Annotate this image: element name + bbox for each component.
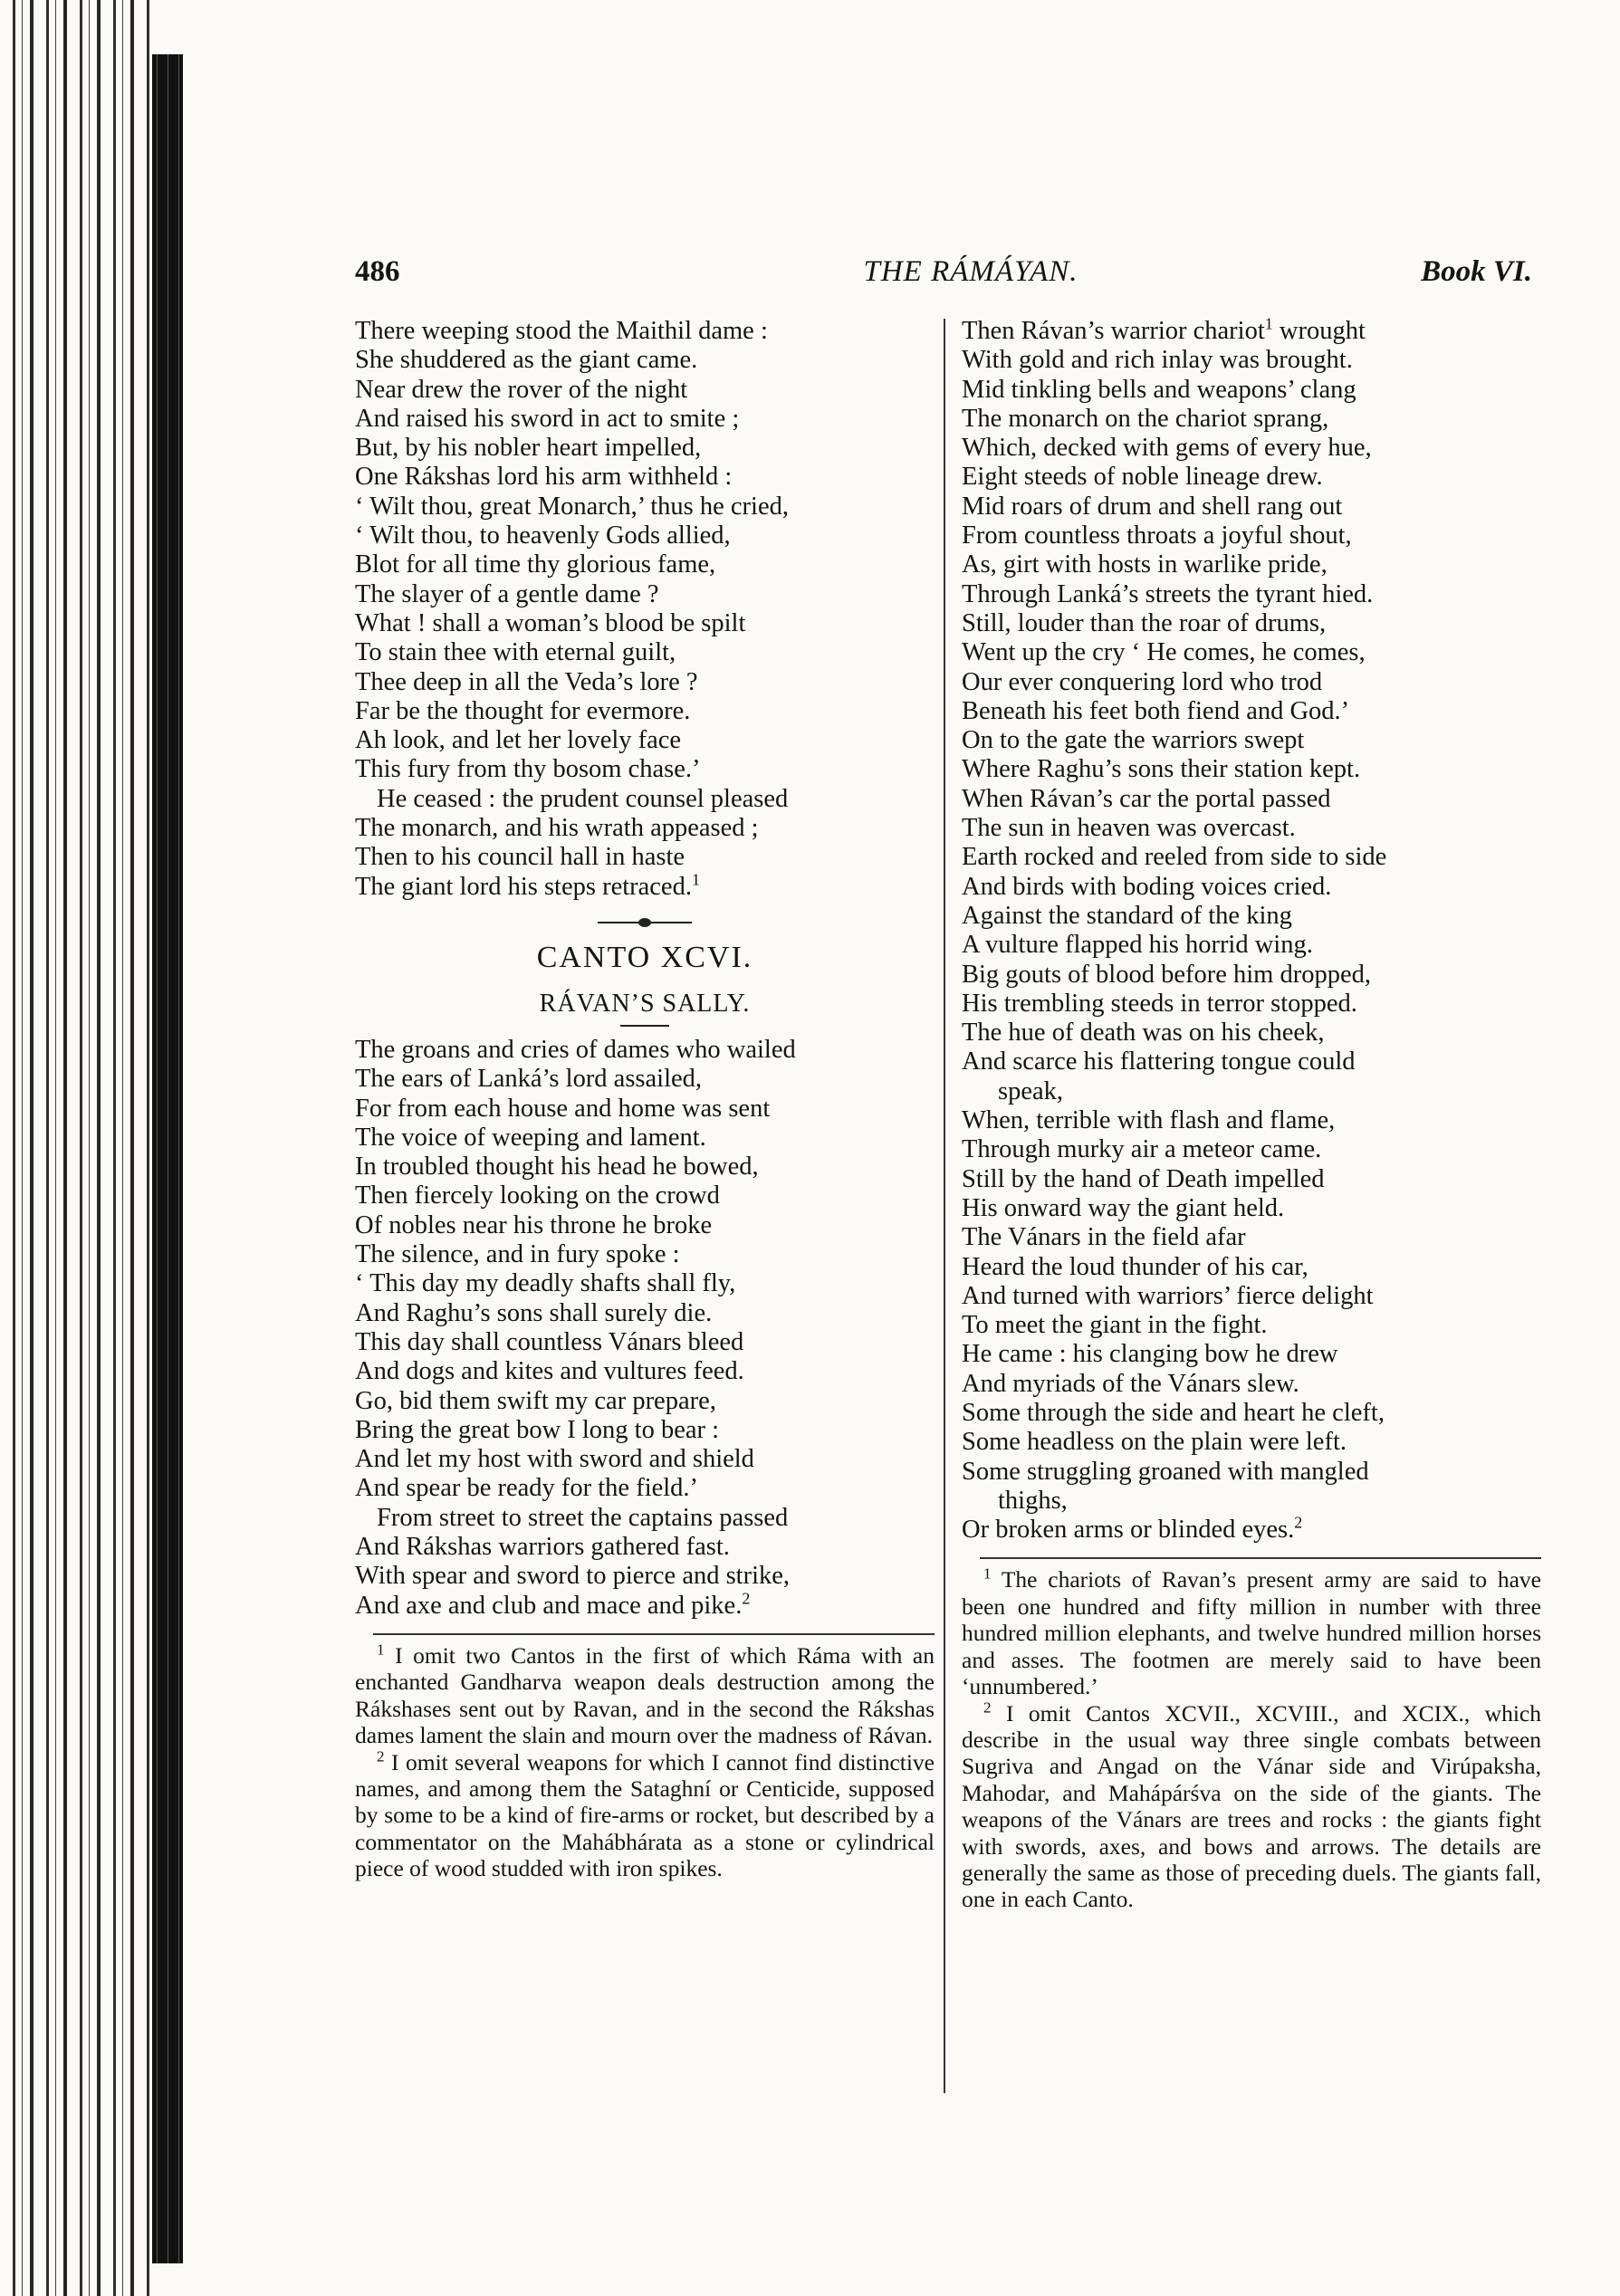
verse-line: What ! shall a woman’s blood be spilt — [355, 608, 746, 637]
verse-line: The Vánars in the field afar — [962, 1223, 1246, 1252]
verse-line: With spear and sword to pierce and strike, — [355, 1562, 791, 1591]
verse-line: Some through the side and heart he cleft, — [962, 1398, 1385, 1427]
verse-line: The monarch, and his wrath appeased ; — [355, 814, 759, 843]
verse-line: Then to his council hall in haste — [355, 843, 685, 872]
verse-line: This day shall countless Vánars bleed — [355, 1327, 744, 1356]
footnote-number: 1 — [377, 1641, 385, 1659]
footnote-rule — [980, 1557, 1541, 1559]
running-title: THE RÁMÁYAN. — [863, 255, 1078, 288]
verse-line: Big gouts of blood before him dropped, — [962, 960, 1371, 989]
canto-heading: CANTO XCVI. — [536, 940, 753, 974]
verse-line: Ah look, and let her lovely face — [355, 726, 682, 755]
footnote-text: I omit Cantos XCVII., XCVIII., and XCIX., which describe in the usual way three single combats between Sugriva and Angad on the Vánar side and Virúpaksha, Mahodar, and Mahápárśva on the side of the giants. The weapons of the Vánars are trees and rocks : the giants fight with swords, axes, and bows and arrows. The details are generally the same as those of preceding duels. The giants fall, one in each Canto. — [962, 1699, 1542, 1913]
verse-line-with-note — [355, 1589, 935, 1621]
verse-line: In troubled thought his head he bowed, — [355, 1153, 759, 1181]
verse-line: Then fiercely looking on the crowd — [355, 1181, 720, 1210]
verse-line-continuation: thighs, — [998, 1486, 1068, 1515]
footnote-number: 1 — [983, 1564, 992, 1583]
verse-line: The silence, and in fury spoke : — [355, 1240, 680, 1269]
verse-line: Went up the cry ‘ He comes, he comes, — [962, 638, 1366, 667]
verse-line: ‘ This day my deadly shafts shall fly, — [355, 1269, 736, 1298]
verse-line: And scarce his flattering tongue could — [962, 1048, 1356, 1076]
verse-line: From street to street the captains passed — [377, 1503, 789, 1532]
verse-line: The monarch on the chariot sprang, — [962, 404, 1329, 433]
footnote-marker[interactable]: 2 — [742, 1589, 751, 1608]
verse-line: Eight steeds of noble lineage drew. — [962, 463, 1323, 492]
verse-line: For from each house and home was sent — [355, 1094, 771, 1123]
footnote-marker[interactable]: 1 — [1264, 314, 1273, 333]
verse-line: ‘ Wilt thou, to heavenly Gods allied, — [355, 521, 731, 550]
verse-line: He ceased : the prudent counsel pleased — [377, 784, 789, 813]
verse-text: The giant lord his steps retraced. — [355, 872, 692, 901]
column-divider — [944, 319, 945, 2093]
verse-line: There weeping stood the Maithil dame : — [355, 317, 768, 345]
verse-line: And turned with warriors’ fierce delight — [962, 1281, 1374, 1310]
book-gutter-shadow — [152, 54, 183, 2263]
verse-block — [355, 317, 935, 902]
verse-line: His trembling steeds in terror stopped. — [962, 989, 1357, 1018]
verse-line: With gold and rich inlay was brought. — [962, 346, 1353, 375]
verse-line: The voice of weeping and lament. — [355, 1123, 706, 1152]
book-label: Book VI. — [1421, 255, 1532, 288]
verse-line: He came : his clanging bow he drew — [962, 1340, 1338, 1369]
footnotes — [962, 1566, 1541, 1912]
left-column — [355, 317, 935, 1882]
footnote — [962, 1700, 1541, 1913]
canto-title: RÁVAN’S SALLY. — [539, 989, 751, 1018]
verse-line-continuation: speak, — [998, 1076, 1064, 1105]
verse-line: Far be the thought for evermore. — [355, 696, 691, 725]
footnote-text: I omit two Cantos in the first of which Ráma with an enchanted Gandharva weapon deals destruction among the Rákshases sent out by Ravan, and in the second the Rákshas dames lament the slain and mourn over the madness of Rávan. — [355, 1641, 935, 1749]
verse-line: The ears of Lanká’s lord assailed, — [355, 1065, 703, 1094]
verse-line: And spear be ready for the field.’ — [355, 1474, 699, 1503]
verse-line: And Rákshas warriors gathered fast. — [355, 1532, 730, 1561]
verse-line: Still, louder than the roar of drums, — [962, 608, 1327, 637]
verse-line: A vulture flapped his horrid wing. — [962, 931, 1313, 960]
verse-line: And let my host with sword and shield — [355, 1445, 754, 1474]
verse-line: When Rávan’s car the portal passed — [962, 784, 1331, 813]
verse-line: Against the standard of the king — [962, 901, 1292, 930]
footnote-rule — [373, 1633, 935, 1635]
ornament-dot — [638, 918, 651, 927]
page-number: 486 — [355, 255, 400, 288]
verse-line: Which, decked with gems of every hue, — [962, 434, 1372, 463]
verse-text: wrought — [1272, 317, 1366, 345]
verse-line: And dogs and kites and vultures feed. — [355, 1357, 744, 1386]
verse-line-with-note — [962, 1513, 1541, 1545]
verse-text: And axe and club and mace and pike. — [355, 1591, 743, 1620]
verse-block — [355, 1036, 935, 1621]
running-header — [355, 255, 1532, 292]
verse-text: Or broken arms or blinded eyes. — [962, 1516, 1295, 1545]
verse-text: Then Rávan’s warrior chariot — [962, 317, 1265, 345]
verse-line: As, girt with hosts in warlike pride, — [962, 550, 1328, 579]
footnote-text: The chariots of Ravan’s present army are said to have been one hundred and fifty million in number with three hundred million elephants, and twelve hundred million horses and asses. The footmen are merely said to have been ‘unnumbered.’ — [962, 1566, 1541, 1700]
verse-line-with-note — [962, 314, 1541, 346]
verse-line: One Rákshas lord his arm withheld : — [355, 463, 733, 492]
book-binding-edge — [0, 0, 152, 2296]
verse-line: His onward way the giant held. — [962, 1193, 1285, 1222]
verse-line: Bring the great bow I long to bear : — [355, 1415, 720, 1444]
verse-line: ‘ Wilt thou, great Monarch,’ thus he cried, — [355, 492, 789, 521]
footnote-marker[interactable]: 2 — [1294, 1513, 1303, 1532]
verse-line: Our ever conquering lord who trod — [962, 667, 1323, 696]
title-rule — [620, 1025, 669, 1027]
verse-line: Where Raghu’s sons their station kept. — [962, 755, 1361, 784]
verse-line: Mid roars of drum and shell rang out — [962, 492, 1343, 521]
footnote-number: 2 — [377, 1747, 385, 1765]
verse-line: Blot for all time thy glorious fame, — [355, 550, 716, 579]
verse-line: From countless throats a joyful shout, — [962, 521, 1352, 550]
verse-line: And raised his sword in act to smite ; — [355, 404, 740, 433]
verse-line: Still by the hand of Death impelled — [962, 1164, 1325, 1193]
verse-line: Some headless on the plain were left. — [962, 1428, 1347, 1457]
verse-line: Of nobles near his throne he broke — [355, 1210, 713, 1239]
verse-line-with-note — [355, 870, 935, 902]
verse-line: Near drew the rover of the night — [355, 375, 688, 404]
footnote — [355, 1749, 935, 1882]
verse-line: To meet the giant in the fight. — [962, 1311, 1268, 1340]
verse-line: When, terrible with flash and flame, — [962, 1106, 1336, 1135]
verse-line: This fury from thy bosom chase.’ — [355, 755, 701, 784]
verse-line: Some struggling groaned with mangled — [962, 1457, 1369, 1486]
footnote — [962, 1566, 1541, 1699]
verse-line: But, by his nobler heart impelled, — [355, 434, 702, 463]
verse-line: Beneath his feet both fiend and God.’ — [962, 696, 1350, 725]
footnote — [355, 1642, 935, 1749]
verse-block — [962, 314, 1541, 1545]
verse-line: The hue of death was on his cheek, — [962, 1019, 1325, 1048]
footnote-marker[interactable]: 1 — [691, 870, 700, 889]
verse-line: The groans and cries of dames who wailed — [355, 1035, 796, 1064]
verse-line: Thee deep in all the Veda’s lore ? — [355, 667, 698, 696]
verse-line: And myriads of the Vánars slew. — [962, 1369, 1299, 1398]
verse-line: The sun in heaven was overcast. — [962, 814, 1296, 843]
verse-line: And birds with boding voices cried. — [962, 872, 1332, 901]
section-ornament — [355, 913, 935, 933]
verse-line: Go, bid them swift my car prepare, — [355, 1386, 716, 1415]
footnotes — [355, 1642, 935, 1882]
verse-line: Earth rocked and reeled from side to side — [962, 843, 1387, 872]
verse-line: And Raghu’s sons shall surely die. — [355, 1298, 713, 1327]
verse-line: She shuddered as the giant came. — [355, 346, 698, 375]
verse-line: Through murky air a meteor came. — [962, 1135, 1322, 1164]
footnote-number: 2 — [983, 1698, 992, 1716]
verse-line: Heard the loud thunder of his car, — [962, 1252, 1308, 1281]
footnote-text: I omit several weapons for which I cannot find distinctive names, and among them the Sataghní or Centicide, supposed by some to be a kind of fire-arms or rocket, but described by a commentator on the Mahábhárata as a stone or cylindrical piece of wood studded with iron spikes. — [355, 1748, 935, 1882]
right-column — [962, 314, 1542, 1913]
verse-line: Mid tinkling bells and weapons’ clang — [962, 375, 1356, 404]
verse-line: The slayer of a gentle dame ? — [355, 579, 659, 608]
verse-line: On to the gate the warriors swept — [962, 726, 1305, 755]
verse-line: To stain thee with eternal guilt, — [355, 638, 676, 667]
verse-line: Through Lanká’s streets the tyrant hied. — [962, 579, 1374, 608]
